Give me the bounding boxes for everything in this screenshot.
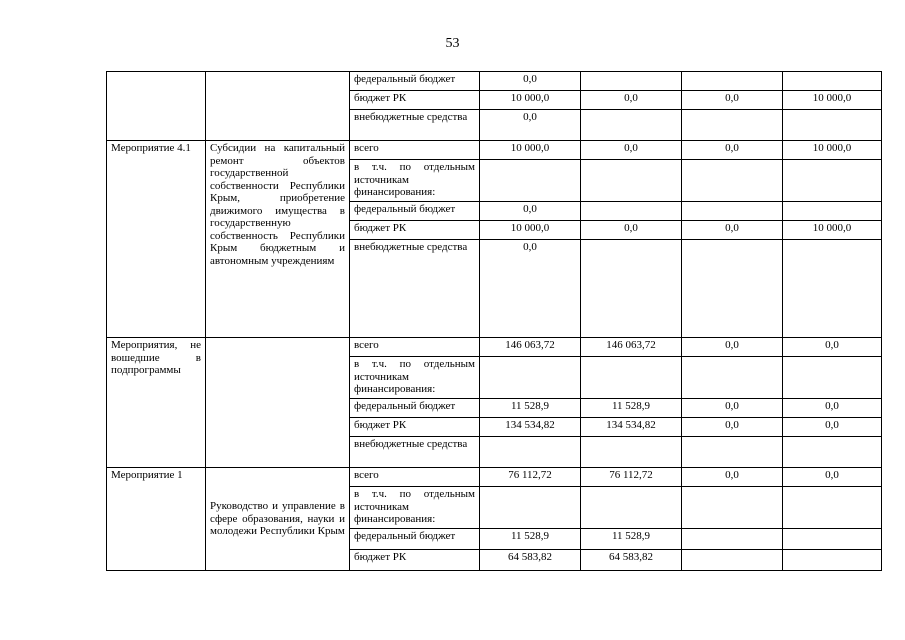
table-row <box>107 338 882 357</box>
value-cell <box>581 240 682 338</box>
source-cell: внебюджетные средства <box>350 437 480 468</box>
source-cell: федеральный бюджет <box>350 72 480 91</box>
value-cell: 146 063,72 <box>581 338 682 357</box>
value-cell: 11 528,9 <box>581 399 682 418</box>
value-cell <box>682 72 783 91</box>
value-cell: 10 000,0 <box>783 221 882 240</box>
source-cell: федеральный бюджет <box>350 202 480 221</box>
value-cell <box>783 202 882 221</box>
value-cell: 0,0 <box>682 141 783 160</box>
value-cell <box>783 160 882 202</box>
value-cell: 64 583,82 <box>581 550 682 571</box>
value-cell: 0,0 <box>682 338 783 357</box>
value-cell <box>682 437 783 468</box>
value-cell: 64 583,82 <box>480 550 581 571</box>
value-cell <box>783 487 882 529</box>
value-cell <box>581 202 682 221</box>
source-cell: бюджет РК <box>350 221 480 240</box>
description-cell <box>206 338 350 468</box>
value-cell: 0,0 <box>783 418 882 437</box>
value-cell: 0,0 <box>581 141 682 160</box>
value-cell <box>783 529 882 550</box>
table-row <box>107 468 882 487</box>
value-cell <box>682 487 783 529</box>
value-cell <box>682 357 783 399</box>
value-cell: 10 000,0 <box>480 91 581 110</box>
value-cell: 10 000,0 <box>480 141 581 160</box>
source-cell: федеральный бюджет <box>350 529 480 550</box>
table-row <box>107 72 882 91</box>
value-cell <box>682 160 783 202</box>
value-cell: 10 000,0 <box>480 221 581 240</box>
value-cell <box>682 550 783 571</box>
source-cell: всего <box>350 468 480 487</box>
source-cell: бюджет РК <box>350 550 480 571</box>
source-cell: в т.ч. по отдельным источникам финансирования: <box>350 160 480 202</box>
value-cell: 10 000,0 <box>783 91 882 110</box>
description-cell: Субсидии на капитальный ремонт объектов государственной собственности Республики Крым, приобретение движимого имущества в государственную собственность Республики Крым бюджетным и автономным учреждениям <box>206 141 350 338</box>
value-cell: 0,0 <box>480 240 581 338</box>
value-cell: 146 063,72 <box>480 338 581 357</box>
value-cell: 0,0 <box>783 338 882 357</box>
value-cell: 0,0 <box>480 202 581 221</box>
page-number: 53 <box>445 36 460 51</box>
value-cell <box>581 437 682 468</box>
value-cell: 134 534,82 <box>480 418 581 437</box>
value-cell: 0,0 <box>682 221 783 240</box>
value-cell <box>682 240 783 338</box>
source-cell: внебюджетные средства <box>350 240 480 338</box>
description-cell <box>206 72 350 141</box>
source-cell: всего <box>350 141 480 160</box>
value-cell <box>783 240 882 338</box>
source-cell: в т.ч. по отдельным источникам финансирования: <box>350 357 480 399</box>
value-cell <box>480 160 581 202</box>
value-cell <box>581 72 682 91</box>
value-cell <box>581 357 682 399</box>
value-cell: 11 528,9 <box>480 529 581 550</box>
value-cell <box>581 487 682 529</box>
budget-table <box>106 71 882 571</box>
value-cell: 0,0 <box>682 91 783 110</box>
value-cell: 0,0 <box>682 399 783 418</box>
source-cell: федеральный бюджет <box>350 399 480 418</box>
value-cell <box>480 437 581 468</box>
value-cell: 0,0 <box>783 468 882 487</box>
value-cell <box>682 202 783 221</box>
value-cell: 10 000,0 <box>783 141 882 160</box>
measure-cell: Мероприятие 4.1 <box>107 141 206 338</box>
value-cell <box>581 110 682 141</box>
value-cell <box>783 550 882 571</box>
value-cell: 0,0 <box>682 468 783 487</box>
value-cell: 134 534,82 <box>581 418 682 437</box>
source-cell: бюджет РК <box>350 418 480 437</box>
value-cell: 76 112,72 <box>480 468 581 487</box>
value-cell: 76 112,72 <box>581 468 682 487</box>
table-row <box>107 141 882 160</box>
value-cell <box>480 487 581 529</box>
value-cell <box>581 160 682 202</box>
value-cell <box>783 110 882 141</box>
value-cell <box>682 110 783 141</box>
value-cell: 0,0 <box>581 221 682 240</box>
value-cell: 0,0 <box>581 91 682 110</box>
measure-cell <box>107 72 206 141</box>
value-cell: 11 528,9 <box>581 529 682 550</box>
source-cell: всего <box>350 338 480 357</box>
value-cell <box>783 72 882 91</box>
value-cell: 0,0 <box>682 418 783 437</box>
measure-cell: Мероприятие 1 <box>107 468 206 571</box>
value-cell: 11 528,9 <box>480 399 581 418</box>
measure-cell: Мероприятия, не вошедшие в подпрограммы <box>107 338 206 468</box>
source-cell: внебюджетные средства <box>350 110 480 141</box>
value-cell: 0,0 <box>480 110 581 141</box>
value-cell <box>783 437 882 468</box>
description-cell: Руководство и управление в сфере образования, науки и молодежи Республики Крым <box>206 468 350 571</box>
source-cell: в т.ч. по отдельным источникам финансирования: <box>350 487 480 529</box>
source-cell: бюджет РК <box>350 91 480 110</box>
value-cell: 0,0 <box>783 399 882 418</box>
value-cell <box>682 529 783 550</box>
value-cell <box>480 357 581 399</box>
value-cell <box>783 357 882 399</box>
value-cell: 0,0 <box>480 72 581 91</box>
